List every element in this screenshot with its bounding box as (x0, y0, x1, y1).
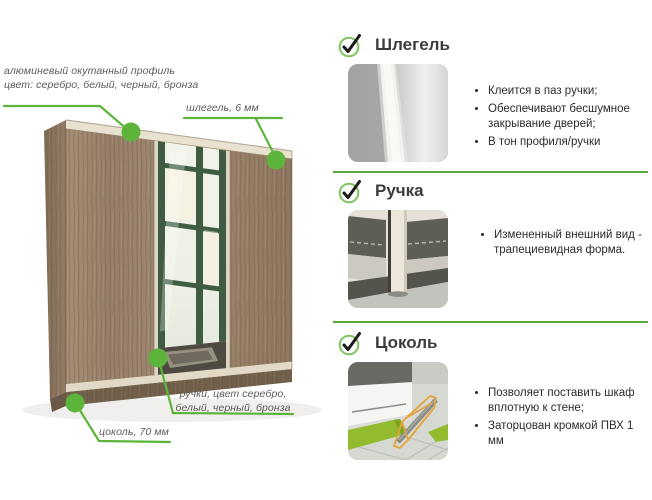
label-profile-line2: цвет: серебро, белый, черный, бронза (4, 78, 199, 91)
features-column (333, 0, 652, 500)
label-handles (171, 388, 295, 416)
section-handle-header (337, 178, 652, 204)
section-plinth-header (337, 330, 652, 356)
section-schlegel-header (337, 32, 652, 58)
label-handles-line2: белый, черный, бронза (175, 401, 291, 414)
label-profile (4, 65, 198, 93)
section-divider (333, 321, 648, 323)
section-divider (333, 171, 648, 173)
section-title: Ручка (375, 181, 424, 200)
section-handle (333, 178, 652, 308)
bullet-item: • Позволяет поставить шкаф вплотную к стене; (488, 386, 652, 416)
handle-closeup-image (348, 210, 448, 308)
section-plinth (333, 330, 652, 460)
bullet-item: • Обеспечивают бесшумное закрывание дверей; (488, 102, 652, 132)
label-profile-line1: алюминевый окутанный профиль (4, 65, 176, 77)
label-plinth: цоколь, 70 мм (99, 426, 169, 438)
schlegel-closeup-image (348, 64, 448, 162)
check-icon (337, 32, 363, 58)
section-schlegel-content (333, 64, 652, 162)
bullet-item: • В тон профиля/ручки (488, 135, 652, 150)
check-icon (337, 330, 363, 356)
bullet-item: • Клеится в паз ручки; (488, 84, 652, 99)
label-handles-line1: ручки, цвет серебро, (179, 388, 287, 400)
section-title: Цоколь (375, 333, 438, 352)
schlegel-bullet-list (474, 84, 652, 162)
section-plinth-content (333, 362, 652, 460)
plinth-closeup-image (348, 362, 448, 460)
handle-bullet-list (480, 228, 652, 308)
section-schlegel (333, 32, 652, 162)
bullet-item: • Измененный внешний вид - трапециевидная форма. (494, 228, 652, 258)
section-handle-content (333, 210, 652, 308)
section-title: Шлегель (375, 35, 450, 54)
check-icon (337, 178, 363, 204)
plinth-bullet-list (474, 386, 652, 460)
label-schlegel: шлегель, 6 мм (186, 102, 259, 114)
bullet-item: • Заторцован кромкой ПВХ 1 мм (488, 419, 652, 449)
